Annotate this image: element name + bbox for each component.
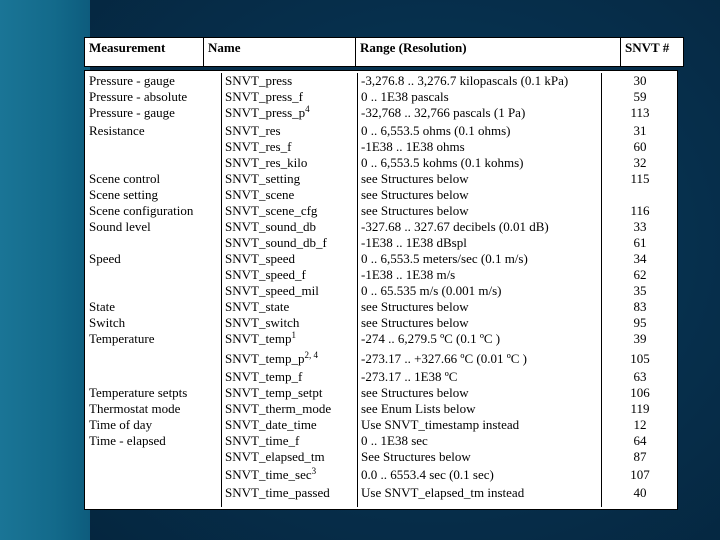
cell-range: -273.17 .. +327.66 ºC (0.01 ºC ) [361,351,527,366]
cell-name [225,369,302,385]
cell-name [225,299,289,315]
cell-snvt-number: 60 [633,139,647,154]
cell-name [225,155,307,171]
footnote-marker: 2, 4 [304,350,318,360]
header-range: Range (Resolution) [356,38,621,66]
cell-snvt-number: 64 [633,433,647,448]
table-row [85,73,677,89]
cell-measurement: Time - elapsed [89,433,166,448]
cell-name-text: SNVT_therm_mode [225,401,332,416]
table-row [85,449,677,465]
cell-snvt-number: 32 [633,155,647,170]
table-row [85,139,677,155]
cell-snvt-number: 106 [630,385,650,400]
cell-range: Use SNVT_elapsed_tm instead [361,485,525,500]
cell-measurement: Pressure - gauge [89,73,175,88]
cell-range: -3,276.8 .. 3,276.7 kilopascals (0.1 kPa) [361,73,569,88]
cell-range: see Enum Lists below [361,401,476,416]
footnote-marker: 3 [311,466,317,476]
cell-name [225,89,303,105]
cell-range: -274 .. 6,279.5 ºC (0.1 ºC ) [361,331,501,346]
cell-snvt-number: 115 [630,171,650,186]
table-row [85,351,677,367]
cell-name [225,73,292,89]
cell-range: See Structures below [361,449,471,464]
cell-range: see Structures below [361,385,469,400]
table-row [85,235,677,251]
cell-name [225,485,330,501]
cell-name-text: SNVT_res_f [225,139,292,154]
table-row [85,401,677,417]
table-row [85,89,677,105]
cell-name-text: SNVT_temp_p [225,351,305,366]
table-row [85,299,677,315]
table-row [85,485,677,501]
cell-snvt-number: 12 [633,417,647,432]
cell-measurement: Temperature [89,331,155,346]
cell-name-text: SNVT_sound_db [225,219,317,234]
cell-name-text: SNVT_switch [225,315,300,330]
cell-name-text: SNVT_temp [225,331,292,346]
cell-measurement: Temperature setpts [89,385,188,400]
cell-name-text: SNVT_speed_mil [225,283,319,298]
cell-range: 0 .. 6,553.5 kohms (0.1 kohms) [361,155,524,170]
cell-range: 0.0 .. 6553.4 sec (0.1 sec) [361,467,494,482]
cell-name [225,123,281,139]
cell-measurement: Scene configuration [89,203,194,218]
header-name: Name [204,38,356,66]
cell-name-text: SNVT_temp_setpt [225,385,323,400]
cell-range: see Structures below [361,315,469,330]
cell-name [225,171,300,187]
table-row [85,385,677,401]
cell-name [225,417,317,433]
cell-range: see Structures below [361,171,469,186]
cell-name [225,235,327,251]
left-decorative-band [0,0,90,540]
cell-snvt-number: 40 [633,485,647,500]
table-row [85,433,677,449]
cell-range: Use SNVT_timestamp instead [361,417,520,432]
cell-snvt-number: 83 [633,299,647,314]
cell-name-text: SNVT_sound_db_f [225,235,327,250]
cell-measurement: Sound level [89,219,151,234]
cell-name [225,315,299,331]
cell-snvt-number: 34 [633,251,647,266]
cell-snvt-number: 113 [630,105,650,120]
table-row [85,123,677,139]
cell-name-text: SNVT_scene [225,187,295,202]
cell-range: -1E38 .. 1E38 dBspl [361,235,467,250]
cell-name-text: SNVT_state [225,299,290,314]
cell-name-text: SNVT_res_kilo [225,155,308,170]
cell-snvt-number: 63 [633,369,647,384]
table-row [85,219,677,235]
cell-name [225,351,318,367]
cell-name [225,331,296,347]
cell-name-text: SNVT_res [225,123,281,138]
table-row [85,283,677,299]
cell-range: 0 .. 1E38 sec [361,433,428,448]
cell-name [225,219,316,235]
table-row [85,251,677,267]
cell-measurement: Speed [89,251,121,266]
table-row [85,315,677,331]
cell-name-text: SNVT_speed [225,251,296,266]
cell-range: 0 .. 6,553.5 ohms (0.1 ohms) [361,123,511,138]
table-row [85,203,677,219]
table-row [85,105,677,121]
cell-name-text: SNVT_time_f [225,433,300,448]
header-measurement: Measurement [85,38,204,66]
table-row [85,467,677,483]
cell-snvt-number: 119 [630,401,650,416]
cell-name [225,433,299,449]
cell-snvt-number: 31 [633,123,647,138]
cell-range: see Structures below [361,187,469,202]
cell-snvt-number: 95 [633,315,647,330]
table-header [84,37,684,67]
cell-snvt-number: 35 [633,283,647,298]
cell-snvt-number: 116 [630,203,650,218]
cell-range: -1E38 .. 1E38 ohms [361,139,465,154]
cell-range: -1E38 .. 1E38 m/s [361,267,456,282]
cell-snvt-number: 107 [630,467,650,482]
cell-measurement: Pressure - gauge [89,105,175,120]
cell-snvt-number: 33 [633,219,647,234]
cell-range: -327.68 .. 327.67 decibels (0.01 dB) [361,219,549,234]
cell-name [225,251,295,267]
cell-snvt-number: 39 [633,331,647,346]
cell-measurement: Time of day [89,417,153,432]
cell-measurement: Resistance [89,123,145,138]
cell-name [225,449,325,465]
cell-name-text: SNVT_time_sec [225,467,312,482]
cell-name-text: SNVT_speed_f [225,267,306,282]
cell-name [225,139,291,155]
table-row [85,155,677,171]
table-row [85,331,677,347]
cell-name [225,385,323,401]
table-row [85,267,677,283]
cell-measurement: Thermostat mode [89,401,181,416]
cell-name-text: SNVT_temp_f [225,369,303,384]
cell-snvt-number: 30 [633,73,647,88]
table-row [85,369,677,385]
cell-name-text: SNVT_setting [225,171,301,186]
cell-range: 0 .. 65.535 m/s (0.001 m/s) [361,283,502,298]
cell-measurement: Switch [89,315,126,330]
cell-name-text: SNVT_press [225,73,293,88]
snvt-table [84,70,678,510]
cell-range: 0 .. 6,553.5 meters/sec (0.1 m/s) [361,251,528,266]
cell-measurement: Scene control [89,171,161,186]
cell-measurement: Scene setting [89,187,158,202]
cell-snvt-number: 87 [633,449,647,464]
cell-name [225,283,319,299]
cell-range: -273.17 .. 1E38 ºC [361,369,458,384]
cell-snvt-number: 59 [633,89,647,104]
cell-snvt-number: 61 [633,235,647,250]
cell-snvt-number: 62 [633,267,647,282]
cell-name [225,401,331,417]
cell-range: see Structures below [361,203,469,218]
table-row [85,417,677,433]
cell-range: -32,768 .. 32,766 pascals (1 Pa) [361,105,526,120]
cell-name [225,467,316,483]
cell-range: see Structures below [361,299,469,314]
cell-name [225,203,317,219]
cell-measurement: State [89,299,115,314]
cell-snvt-number: 105 [630,351,650,366]
table-row [85,171,677,187]
cell-range: 0 .. 1E38 pascals [361,89,449,104]
cell-name-text: SNVT_elapsed_tm [225,449,325,464]
table-row [85,187,677,203]
cell-measurement: Pressure - absolute [89,89,188,104]
cell-name-text: SNVT_time_passed [225,485,330,500]
cell-name [225,187,294,203]
cell-name-text: SNVT_press_p [225,105,306,120]
cell-name-text: SNVT_scene_cfg [225,203,318,218]
cell-name-text: SNVT_press_f [225,89,303,104]
cell-name [225,105,310,121]
header-snvt: SNVT # [625,40,670,55]
cell-name-text: SNVT_date_time [225,417,317,432]
footnote-marker: 4 [305,104,310,114]
cell-name [225,267,306,283]
footnote-marker: 1 [291,330,296,340]
